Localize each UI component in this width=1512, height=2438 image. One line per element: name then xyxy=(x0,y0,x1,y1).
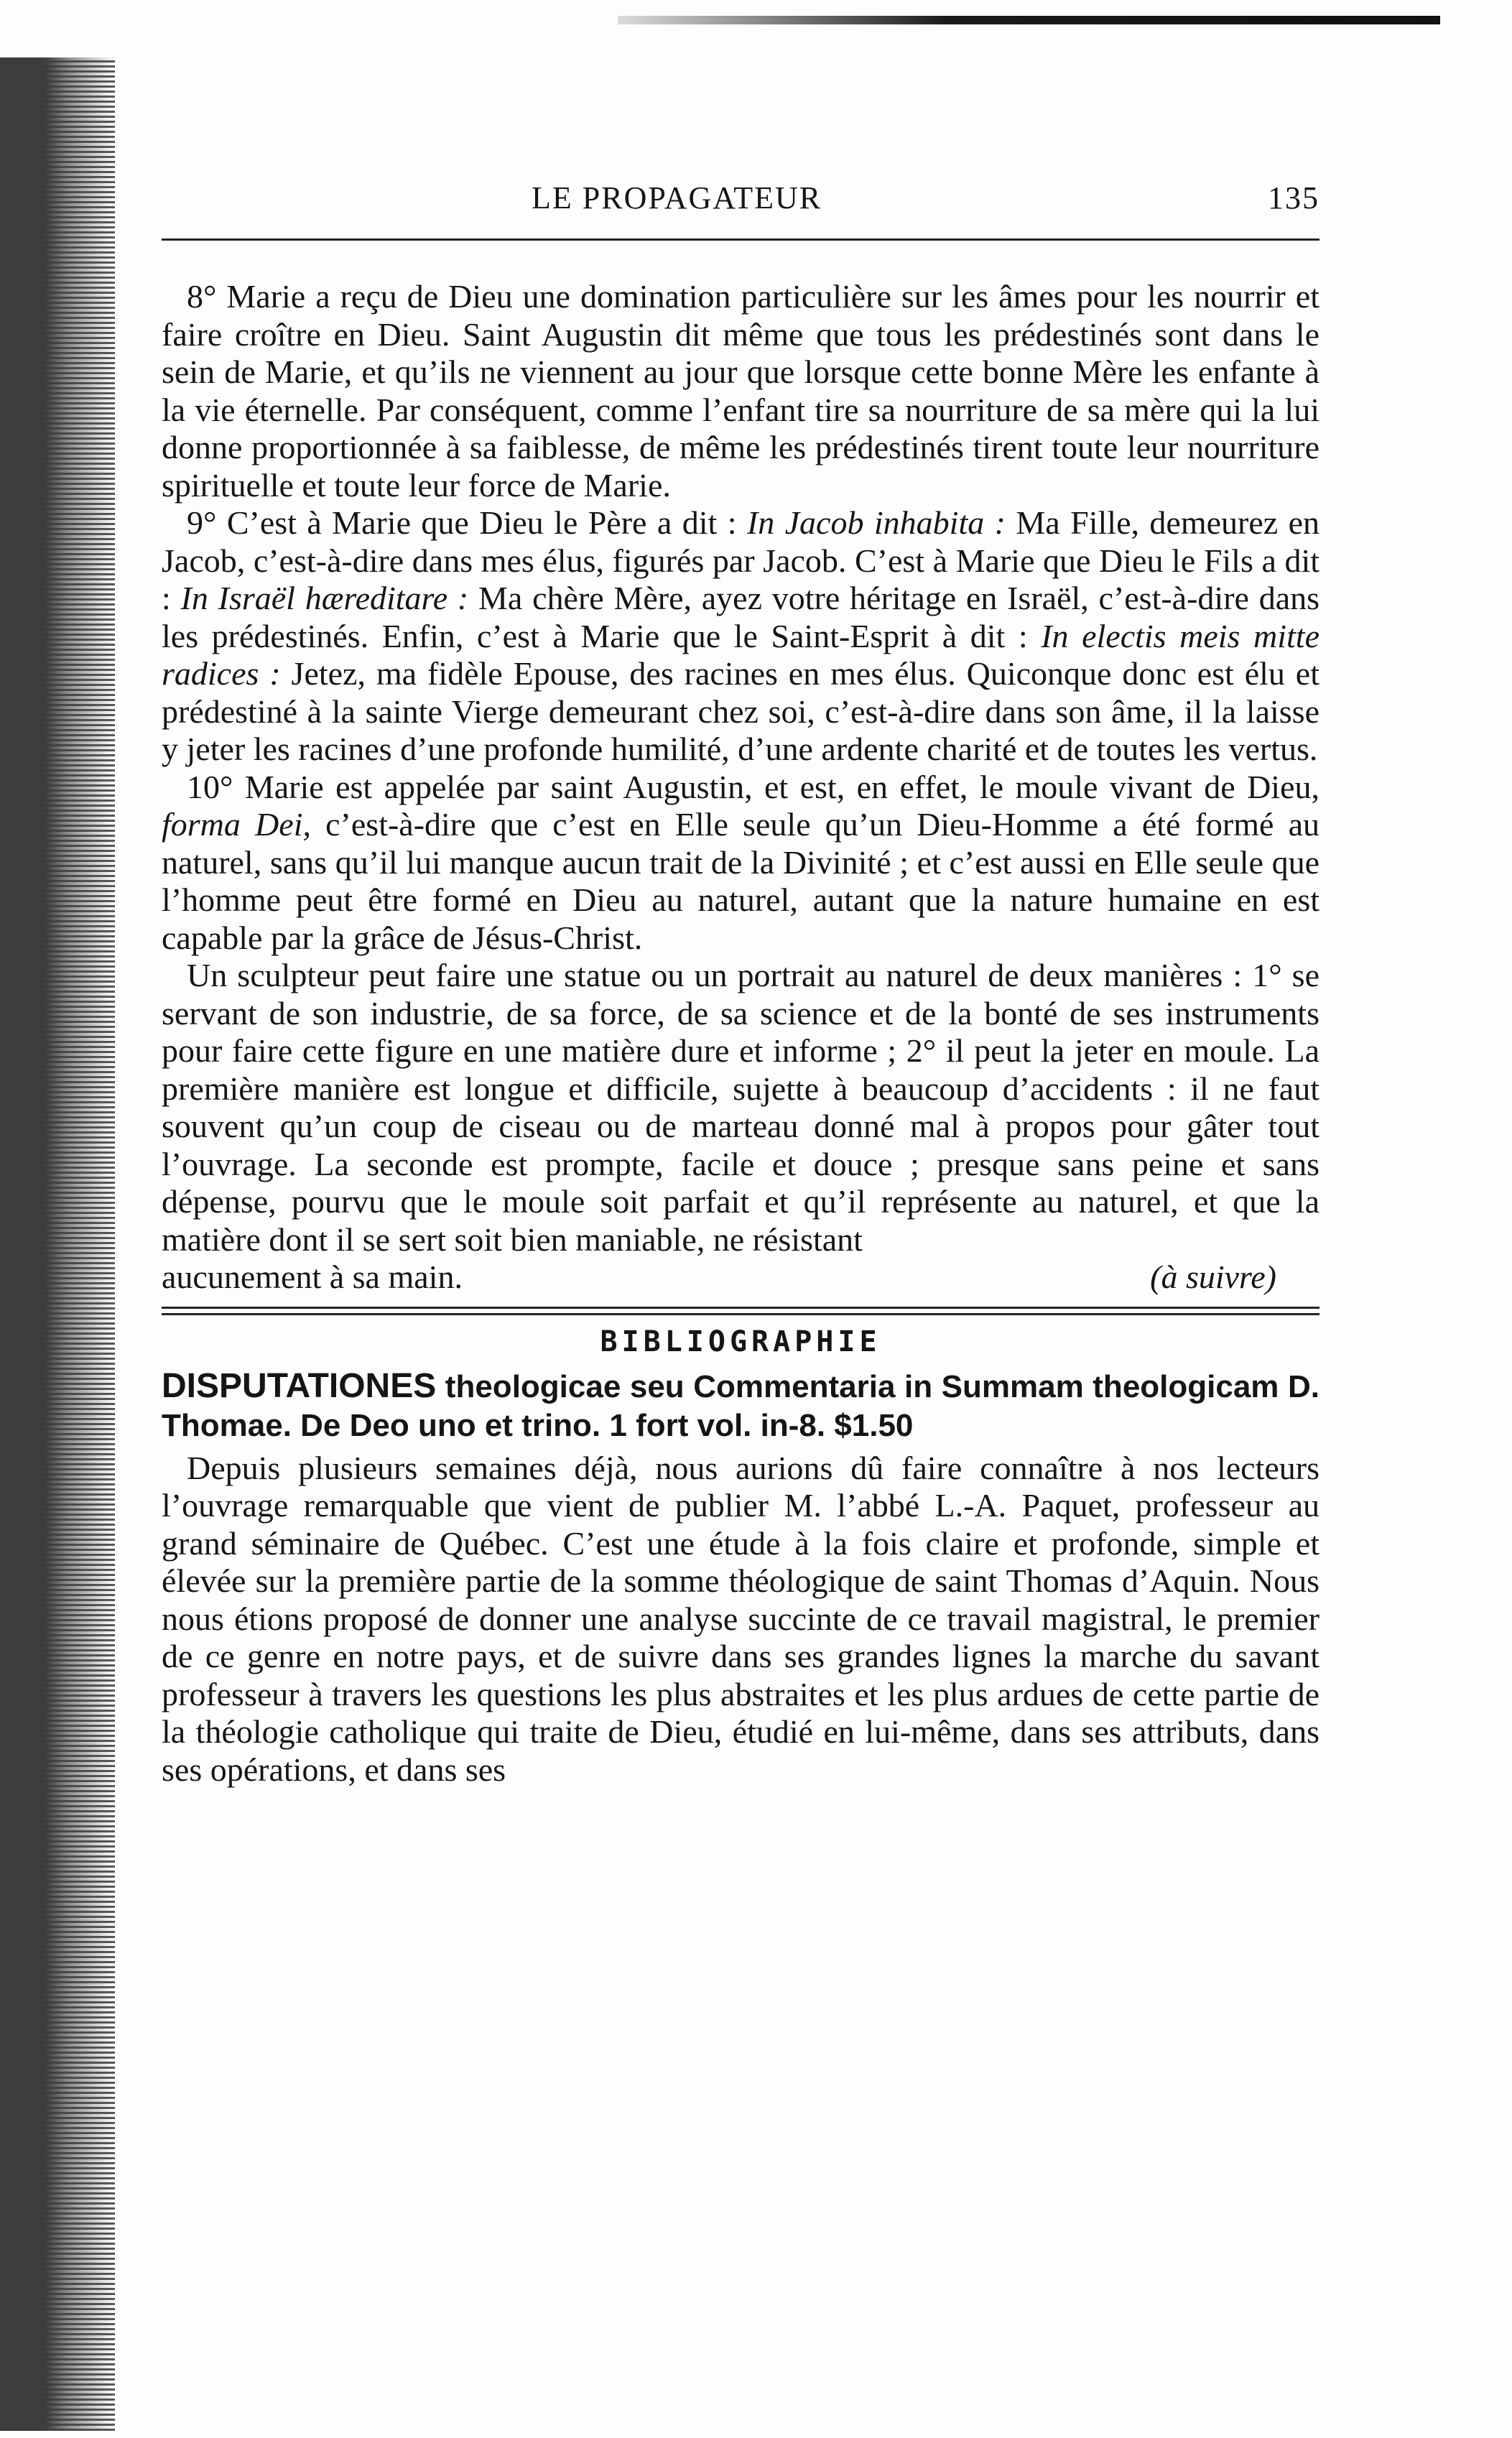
top-scan-rule xyxy=(618,16,1440,24)
latin-quote: forma Dei, xyxy=(162,806,311,843)
latin-quote: In electis meis mitte radices : xyxy=(162,617,1319,692)
scanned-page-edge xyxy=(0,57,115,2431)
review-paragraph: Depuis plusieurs semaines déjà, nous aurions dû faire connaître à nos lecteurs l’ouvrage remarquable que vient de publier M. l’abbé L.-A. Paquet, professeur au grand séminaire de Québec. C’est une étude à la fois claire et profonde, simple et élevée sur la première partie de la somme théologique de saint Thomas d’Aquin. Nous nous étions proposé de donner une analyse succinte de ce travail magistral, le premier de ce genre en notre pays, et de suivre dans ses grandes lignes la marche du savant professeur à travers les questions les plus abstraites et les plus ardues de cette partie de la théologie catholique qui traite de Dieu, étudié en lui-même, dans ses attributs, dans ses opérations, et dans ses xyxy=(162,1449,1319,1788)
page xyxy=(162,172,1319,1789)
para-9-seg: Jetez, ma fidèle Epouse, des racines en mes élus. Quiconque donc est élu et prédestiné à la sainte Vierge demeurant chez soi, c’est-à-dire dans son âme, il la laisse y jeter les racines d’une profonde humilité, d’une ardente charité et de toutes les vertus. xyxy=(162,655,1319,767)
running-head xyxy=(162,172,1319,230)
latin-quote: In Jacob inhabita : xyxy=(746,504,1006,541)
final-line: aucunement à sa main. xyxy=(162,1259,463,1295)
article-body xyxy=(162,278,1319,1297)
book-review xyxy=(162,1450,1319,1789)
para-9-seg: Ma Fille, demeurez en Jacob, c’est-à-dire dans mes élus, figurés par Jacob. C’est à Marie que Dieu le Fils a dit : xyxy=(162,504,1320,616)
bibliography-heading: BIBLIOGRAPHIE xyxy=(600,1325,881,1358)
para-9-seg: 9° C’est à Marie que Dieu le Père a dit : xyxy=(187,504,747,541)
section-divider xyxy=(162,1307,1319,1315)
paragraph-8 xyxy=(162,278,1319,504)
book-entry-title xyxy=(162,1367,1319,1445)
para-9-seg: Ma chère Mère, ayez votre héritage en Israël, c’est-à-dire dans les prédestinés. Enfin, c’est à Marie que le Saint-Esprit à dit : xyxy=(162,580,1320,654)
book-title-rest: theologicae seu Commentaria in Summam theologicam D. Thomae. De Deo uno et trino. 1 fort vol. in-8. $1.50 xyxy=(162,1368,1319,1443)
para-10-seg: c’est-à-dire que c’est en Elle seule qu’un Dieu-Homme a été formé au naturel, sans qu’il lui manque aucun trait de la Divinité ; et c’est aussi en Elle seule que l’homme peut être formé en Dieu au naturel, autant que la nature humaine en est capable par la grâce de Jésus-Christ. xyxy=(162,806,1319,956)
page-number: 135 xyxy=(1268,180,1319,215)
sculpteur-text: Un sculpteur peut faire une statue ou un portrait au naturel de deux manières : 1° se servant de son industrie, de sa force, de sa science et de la bonté de ses instruments pour faire cette figure en une matière dure et informe ; 2° il peut la jeter en moule. La première manière est longue et difficile, sujette à beaucoup d’accidents : il ne faut souvent qu’un coup de ciseau ou de marteau donné mal à propos pour gâter tout l’ouvrage. La seconde est prompte, facile et douce ; presque sans peine et sans dépense, pourvu que le moule soit parfait et qu’il représente au naturel, et que la matière dont il se sert soit bien maniable, ne résistant xyxy=(162,957,1319,1258)
header-rule xyxy=(162,238,1319,241)
para-8-text: 8° Marie a reçu de Dieu une domination particulière sur les âmes pour les nourrir et faire croître en Dieu. Saint Augustin dit même que tous les prédestinés sont dans le sein de Marie, et qu’ils ne viennent au jour que lorsque cette bonne Mère les enfante à la vie éternelle. Par conséquent, comme l’enfant tire sa nourriture de sa mère qui la lui donne proportionnée à sa faiblesse, de même les prédestinés tirent toute leur nourriture spirituelle et toute leur force de Marie. xyxy=(162,278,1319,504)
continued-line xyxy=(162,1259,1319,1297)
paragraph-sculpteur xyxy=(162,957,1319,1259)
journal-title: LE PROPAGATEUR xyxy=(532,180,822,215)
latin-quote: In Israël hæreditare : xyxy=(180,580,469,616)
continued-note: (à suivre) xyxy=(1150,1259,1276,1295)
book-title-lead: DISPUTATIONES xyxy=(162,1366,437,1405)
para-10-seg: 10° Marie est appelée par saint Augustin, et est, en effet, le moule vivant de Dieu, xyxy=(187,768,1319,805)
paragraph-10 xyxy=(162,769,1319,958)
paragraph-9 xyxy=(162,504,1319,769)
